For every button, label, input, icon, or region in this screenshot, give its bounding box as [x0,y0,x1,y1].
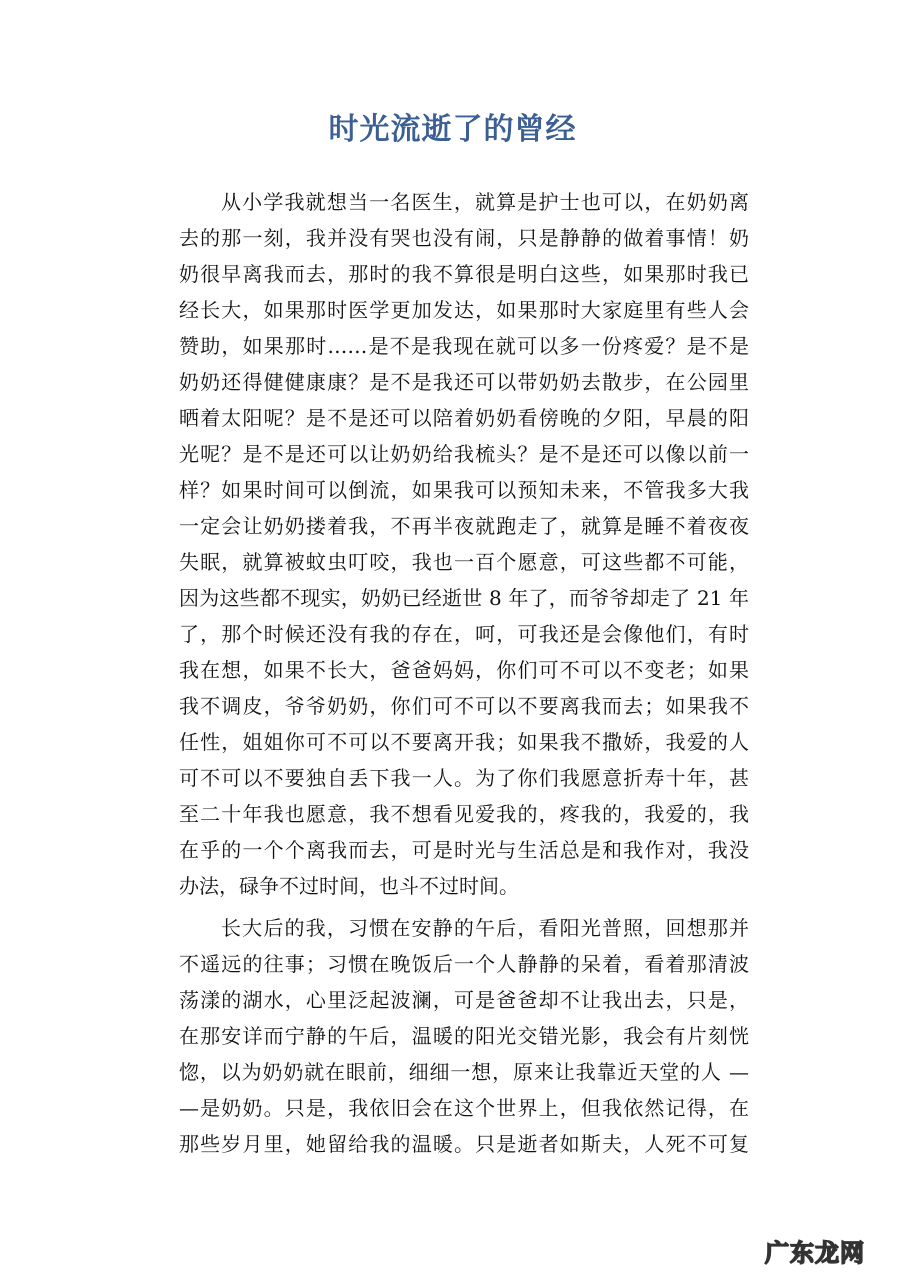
document-body [179,184,749,1168]
paragraph-2 [179,910,749,1162]
text-line: 一定会让奶奶搂着我，不再半夜就跑走了，就算是睡不着夜夜 [179,514,749,538]
text-line: 惚，以为奶奶就在眼前，细细一想，原来让我靠近天堂的人 — [179,1060,749,1084]
text-line: 不遥远的往事；习惯在晚饭后一个人静静的呆着，看着那清波 [179,952,749,976]
text-line: —是奶奶。只是，我依旧会在这个世界上，但我依然记得，在 [179,1096,749,1120]
text-line: 在那安详而宁静的午后，温暖的阳光交错光影，我会有片刻恍 [179,1024,749,1048]
text-line: 我在想，如果不长大，爸爸妈妈，你们可不可以不变老；如果 [179,658,749,682]
text-line: 我不调皮，爷爷奶奶，你们可不可以不要离我而去；如果我不 [179,694,749,718]
text-line: 长大后的我，习惯在安静的午后，看阳光普照，回想那并 [221,916,749,940]
text-line: 任性，姐姐你可不可以不要离开我；如果我不撒娇，我爱的人 [179,730,749,754]
text-line: 了，那个时候还没有我的存在，呵，可我还是会像他们，有时 [179,622,749,646]
text-line: 在乎的一个个离我而去，可是时光与生活总是和我作对，我没 [179,838,749,862]
text-line: 因为这些都不现实，奶奶已经逝世 8 年了，而爷爷却走了 21 年 [179,586,749,610]
paragraph-1 [179,184,749,904]
text-line: 失眠，就算被蚊虫叮咬，我也一百个愿意，可这些都不可能， [179,550,749,574]
text-line: 那些岁月里，她留给我的温暖。只是逝者如斯夫，人死不可复 [179,1132,749,1156]
text-line: 荡漾的湖水，心里泛起波澜，可是爸爸却不让我出去，只是， [179,988,749,1012]
text-line: 办法，碌争不过时间，也斗不过时间。 [179,874,519,898]
text-line: 去的那一刻，我并没有哭也没有闹，只是静静的做着事情！奶 [179,226,749,250]
text-line: 样？如果时间可以倒流，如果我可以预知未来，不管我多大我 [179,478,749,502]
text-line: 从小学我就想当一名医生，就算是护士也可以，在奶奶离 [221,190,749,214]
text-line: 奶很早离我而去，那时的我不算很是明白这些，如果那时我已 [179,262,749,286]
text-line: 可不可以不要独自丢下我一人。为了你们我愿意折寿十年，甚 [179,766,749,790]
text-line: 奶奶还得健健康康？是不是我还可以带奶奶去散步，在公园里 [179,370,749,394]
watermark-logo: 广东龙网 [765,1239,865,1267]
text-line: 经长大，如果那时医学更加发达，如果那时大家庭里有些人会 [179,298,749,322]
text-line: 至二十年我也愿意，我不想看见爱我的，疼我的，我爱的，我 [179,802,749,826]
text-line: 晒着太阳呢？是不是还可以陪着奶奶看傍晚的夕阳，早晨的阳 [179,406,749,430]
text-line: 赞助，如果那时……是不是我现在就可以多一份疼爱？是不是 [179,334,749,358]
document-title: 时光流逝了的曾经 [328,112,577,147]
text-line: 光呢？是不是还可以让奶奶给我梳头？是不是还可以像以前一 [179,442,749,466]
